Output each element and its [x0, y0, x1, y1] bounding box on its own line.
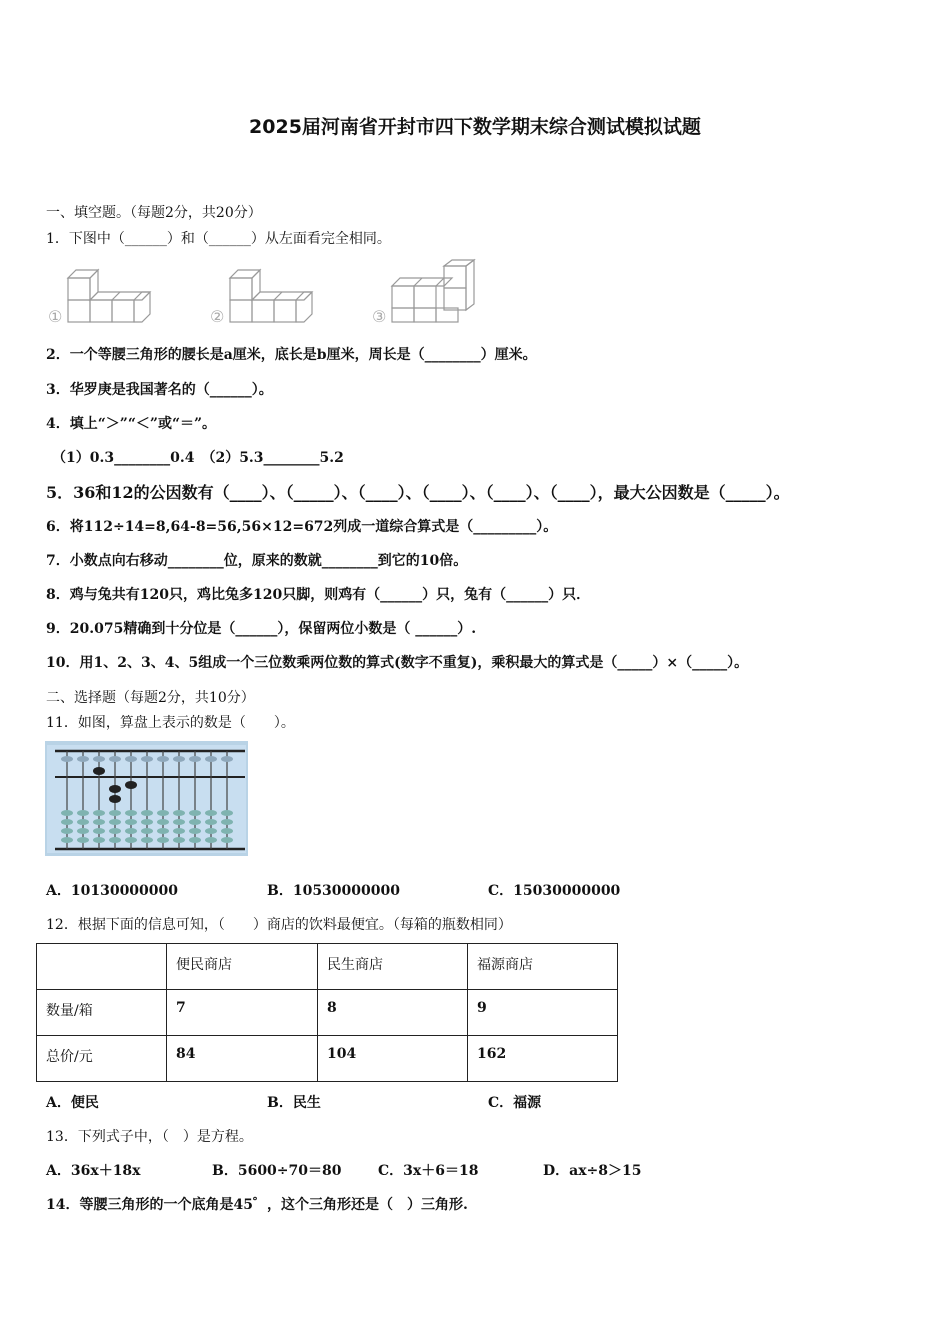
- abacus-bead: [93, 837, 105, 843]
- cube-figure-1: [68, 270, 150, 322]
- abacus-bead: [221, 837, 233, 843]
- abacus-bead: [205, 756, 217, 762]
- abacus-bead: [205, 819, 217, 825]
- table-cell: 84: [167, 1036, 318, 1082]
- q12-option-c: C．福源: [488, 1095, 542, 1111]
- abacus-bead: [61, 828, 73, 834]
- abacus-bead: [205, 837, 217, 843]
- abacus-bead: [173, 756, 185, 762]
- question-5: [46, 480, 790, 503]
- q13-option-b: B．5600÷70＝80: [212, 1163, 342, 1179]
- figure-label-1: ①: [48, 307, 63, 326]
- abacus-bead: [109, 828, 121, 834]
- store-price-table: [36, 943, 618, 1082]
- abacus-active-bead: [109, 785, 121, 793]
- abacus-bead: [173, 837, 185, 843]
- q13-option-c: C．3x＋6＝18: [378, 1163, 479, 1179]
- abacus-bead: [173, 819, 185, 825]
- abacus-bead: [125, 756, 137, 762]
- table-cell: 9: [468, 990, 618, 1036]
- abacus-bead: [205, 828, 217, 834]
- question-4: 4．填上“＞”“＜”或“＝”。: [46, 416, 217, 432]
- abacus-bead: [93, 810, 105, 816]
- abacus-bead: [189, 756, 201, 762]
- table-row-label: 数量/箱: [37, 990, 167, 1036]
- abacus-bead: [189, 828, 201, 834]
- abacus-bead: [141, 810, 153, 816]
- abacus-bead: [221, 819, 233, 825]
- abacus-bead: [173, 810, 185, 816]
- abacus-bead: [173, 828, 185, 834]
- abacus-bead: [221, 756, 233, 762]
- abacus-bead: [189, 837, 201, 843]
- table-cell: 104: [318, 1036, 468, 1082]
- question-8: 8．鸡与兔共有120只，鸡比兔多120只脚，则鸡有（______）只，兔有（______）只．: [46, 587, 591, 603]
- question-10: 10．用1、2、3、4、5组成一个三位数乘两位数的算式(数字不重复)，乘积最大的算式是（_____）×（_____）。: [46, 655, 749, 671]
- abacus-bead: [125, 819, 137, 825]
- cube-figures: [46, 258, 476, 328]
- abacus-bead: [61, 819, 73, 825]
- question-6: 6．将112÷14=8,64-8=56,56×12=672列成一道综合算式是（_________）。: [46, 519, 558, 535]
- abacus-bead: [125, 810, 137, 816]
- table-row: [37, 1036, 618, 1082]
- section-2-heading: 二、选择题（每题2分，共10分）: [46, 690, 255, 706]
- abacus-bead: [157, 837, 169, 843]
- question-7: 7．小数点向右移动________位，原来的数就________到它的10倍。: [46, 553, 468, 569]
- abacus-bead: [109, 837, 121, 843]
- abacus-bead: [221, 828, 233, 834]
- figure-label-2: ②: [210, 307, 225, 326]
- question-5-blanks: （____）、（_____）、（____）、（____）、（____）、（____），最大公因数是（_____）。: [213, 483, 790, 502]
- abacus-bead: [125, 828, 137, 834]
- abacus-bead: [109, 819, 121, 825]
- question-14: 14．等腰三角形的一个底角是45゜，这个三角形还是（ ）三角形.: [46, 1197, 468, 1213]
- cube-figure-2: [230, 270, 312, 322]
- q13-option-a: A．36x＋18x: [46, 1163, 141, 1179]
- q12-option-a: A．便民: [46, 1095, 99, 1111]
- question-5-lead: 5．36和12的公因数有: [46, 483, 214, 502]
- abacus-bead: [77, 828, 89, 834]
- abacus-active-bead: [93, 767, 105, 775]
- abacus-bead: [125, 837, 137, 843]
- table-header-cell: 福源商店: [468, 944, 618, 990]
- table-header-row: [37, 944, 618, 990]
- q12-option-b: B．民生: [267, 1095, 321, 1111]
- abacus-bead: [221, 810, 233, 816]
- abacus-bead: [61, 837, 73, 843]
- question-11: 11．如图，算盘上表示的数是（ ）。: [46, 715, 295, 731]
- q11-option-b: B．10530000000: [267, 883, 400, 899]
- abacus-bead: [109, 810, 121, 816]
- table-header-cell: 民生商店: [318, 944, 468, 990]
- question-9: 9．20.075精确到十分位是（______），保留两位小数是（ ______）.: [46, 621, 477, 637]
- question-2: 2．一个等腰三角形的腰长是a厘米，底长是b厘米，周长是（________）厘米。: [46, 347, 537, 363]
- abacus-bead: [141, 756, 153, 762]
- abacus-bead: [157, 756, 169, 762]
- abacus-bead: [157, 810, 169, 816]
- page-title: 2025届河南省开封市四下数学期末综合测试模拟试题: [249, 116, 701, 138]
- q13-option-d: D．ax÷8＞15: [543, 1163, 642, 1179]
- abacus-active-bead: [125, 781, 137, 789]
- abacus-bead: [77, 819, 89, 825]
- abacus-bead: [141, 828, 153, 834]
- abacus-bead: [205, 810, 217, 816]
- table-header-cell: 便民商店: [167, 944, 318, 990]
- abacus-active-bead: [109, 795, 121, 803]
- abacus-bead: [141, 837, 153, 843]
- abacus-bead: [93, 828, 105, 834]
- abacus-bead: [189, 810, 201, 816]
- table-cell: [37, 944, 167, 990]
- abacus-bead: [189, 819, 201, 825]
- question-3: 3．华罗庚是我国著名的（______）。: [46, 382, 273, 398]
- abacus-bead: [109, 756, 121, 762]
- table-row-label: 总价/元: [37, 1036, 167, 1082]
- abacus-bead: [77, 756, 89, 762]
- abacus-bead: [93, 756, 105, 762]
- table-row: [37, 990, 618, 1036]
- q11-option-a: A．10130000000: [46, 883, 179, 899]
- abacus-bead: [157, 819, 169, 825]
- abacus-bead: [141, 819, 153, 825]
- abacus-bead: [157, 828, 169, 834]
- cube-figure-3: [392, 260, 474, 322]
- abacus-bead: [61, 756, 73, 762]
- abacus-bead: [77, 810, 89, 816]
- section-1-heading: 一、填空题。（每题2分，共20分）: [46, 205, 262, 221]
- table-cell: 8: [318, 990, 468, 1036]
- abacus-bead: [77, 837, 89, 843]
- question-13: 13．下列式子中，（ ）是方程。: [46, 1129, 253, 1145]
- abacus-image: [45, 741, 248, 856]
- abacus-bead: [61, 810, 73, 816]
- q11-option-c: C．15030000000: [488, 883, 621, 899]
- question-12: 12．根据下面的信息可知，（ ）商店的饮料最便宜。（每箱的瓶数相同）: [46, 917, 512, 933]
- table-cell: 7: [167, 990, 318, 1036]
- question-1: 1．下图中（______）和（______）从左面看完全相同。: [46, 231, 391, 247]
- question-4-sub: （1）0.3________0.4 （2）5.3________5.2: [52, 450, 344, 466]
- abacus-bead: [93, 819, 105, 825]
- figure-label-3: ③: [372, 307, 387, 326]
- table-cell: 162: [468, 1036, 618, 1082]
